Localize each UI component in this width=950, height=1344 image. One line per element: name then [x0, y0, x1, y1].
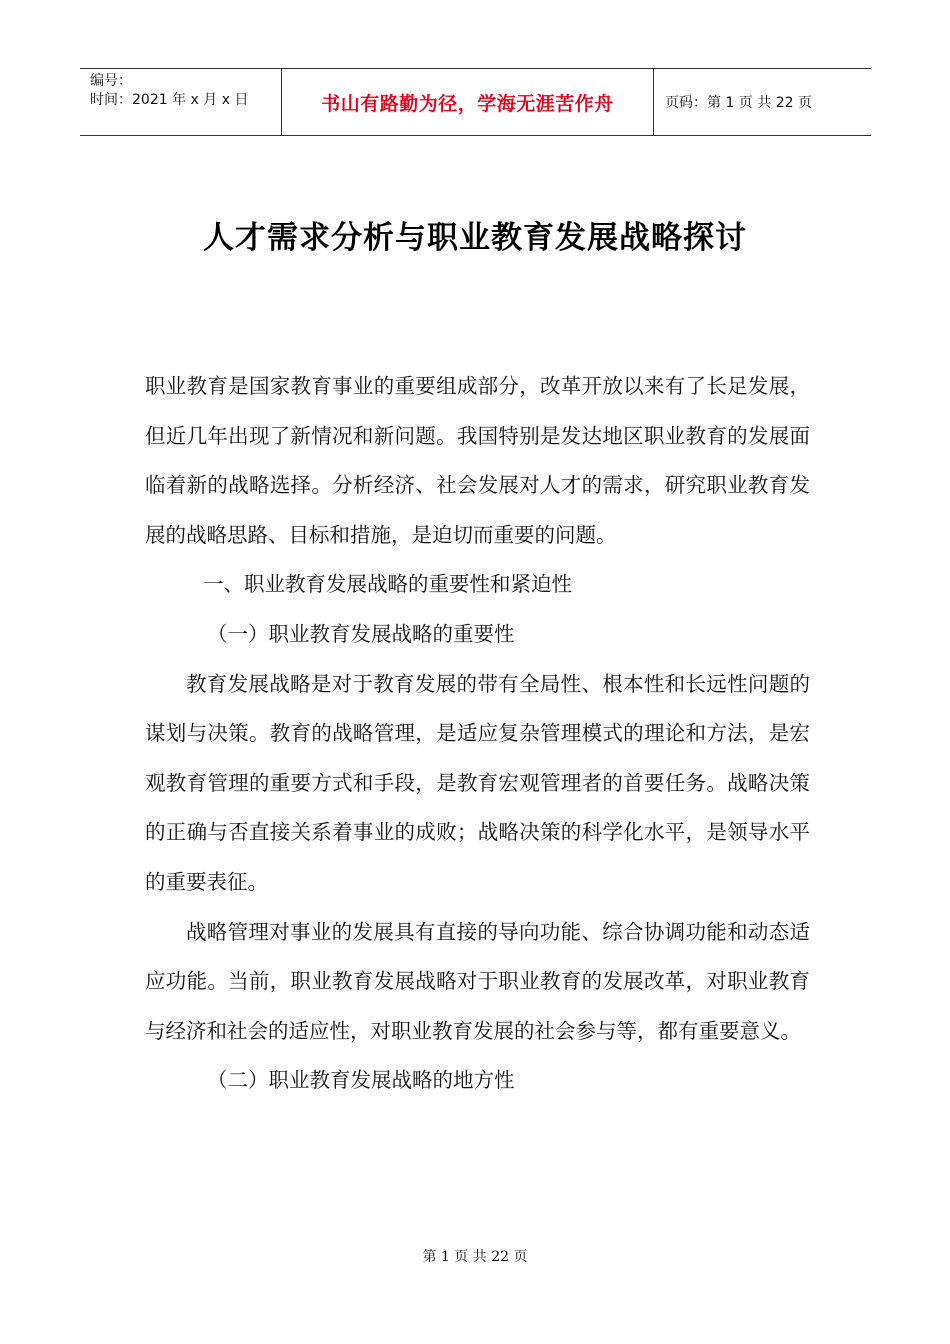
header-page-info: 页码：第 1 页 共 22 页	[665, 95, 812, 111]
number-label: 编号：	[90, 73, 132, 89]
subsection-heading-2: （二）职业教育发展战略的地方性	[207, 1068, 515, 1093]
section-heading-1: 一、职业教育发展战略的重要性和紧迫性	[203, 572, 572, 597]
header-meta	[80, 69, 282, 135]
page-footer: 第 1 页 共 22 页	[422, 1249, 528, 1265]
header-motto: 书山有路勤为径，学海无涯苦作舟	[282, 69, 654, 135]
subsection-heading-1: （一）职业教育发展战略的重要性	[207, 621, 515, 646]
body-paragraph: 教育发展战略是对于教育发展的带有全局性、根本性和长远性问题的谋划与决策。教育的战略管理，是适应复杂管理模式的理论和方法，是宏观教育管理的重要方式和手段，是教育宏观管理者的首要任务。战略决策的正确与否直接关系着事业的成败；战略决策的科学化水平，是领导水平的重要表征。	[145, 671, 810, 894]
document-title: 人才需求分析与职业教育发展战略探讨	[203, 220, 747, 256]
header-table	[80, 68, 871, 136]
document-body	[145, 362, 810, 1106]
body-paragraph: 战略管理对事业的发展具有直接的导向功能、综合协调功能和动态适应功能。当前，职业教育发展战略对于职业教育的发展改革，对职业教育与经济和社会的适应性，对职业教育发展的社会参与等，都有重要意义。	[145, 919, 810, 1043]
intro-paragraph: 职业教育是国家教育事业的重要组成部分，改革开放以来有了长足发展，但近几年出现了新情况和新问题。我国特别是发达地区职业教育的发展面临着新的战略选择。分析经济、社会发展对人才的需求，研究职业教育发展的战略思路、目标和措施，是迫切而重要的问题。	[145, 374, 810, 547]
time-label: 时间：2021 年 x 月 x 日	[90, 92, 249, 108]
